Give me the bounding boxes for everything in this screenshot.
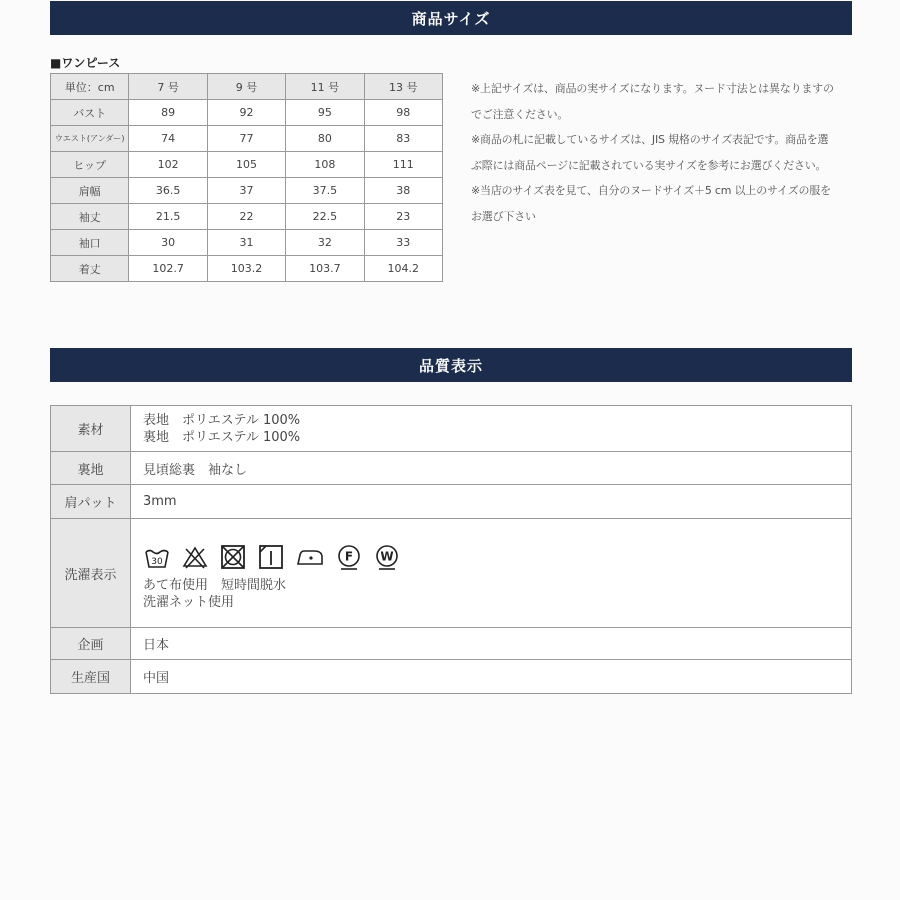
no-tumble-dry-icon — [219, 543, 247, 571]
table-cell: 95 — [286, 100, 364, 126]
note-line: ぶ際には商品ページに記載されている実サイズを参考にお選びください。 — [471, 158, 827, 172]
table-row — [51, 152, 443, 178]
header-cell-size-7: 7 号 — [129, 74, 207, 100]
size-section-banner — [50, 1, 852, 35]
header-cell-size-13: 13 号 — [364, 74, 442, 100]
table-cell: 102.7 — [129, 256, 207, 282]
table-cell: 104.2 — [364, 256, 442, 282]
dry-clean-f-icon — [335, 543, 363, 571]
material-line: 表地 ポリエステル 100% — [143, 412, 301, 428]
table-cell: 108 — [286, 152, 364, 178]
quality-table — [50, 405, 852, 694]
table-row — [51, 230, 443, 256]
wash-30-icon — [143, 543, 171, 571]
line-dry-shade-icon — [257, 543, 285, 571]
table-row — [51, 100, 443, 126]
table-cell: 37.5 — [286, 178, 364, 204]
wash-temp-label: 30 — [151, 557, 163, 567]
table-row — [51, 126, 443, 152]
quality-row-shoulder-pad — [51, 485, 852, 519]
row-label-hip: ヒップ — [51, 152, 129, 178]
planning-label: 企画 — [51, 628, 131, 660]
table-row — [51, 178, 443, 204]
table-cell: 89 — [129, 100, 207, 126]
no-bleach-icon — [181, 543, 209, 571]
origin-value: 中国 — [131, 660, 852, 694]
table-cell: 23 — [364, 204, 442, 230]
row-label-cuff: 袖口 — [51, 230, 129, 256]
note-line: お選び下さい — [471, 209, 536, 223]
washing-line: 洗濯ネット使用 — [143, 595, 235, 610]
note-line: ※上記サイズは、商品の実サイズになります。ヌード寸法とは異なりますの — [471, 82, 834, 95]
size-notes — [471, 76, 861, 229]
washing-line: あて布使用 短時間脱水 — [143, 578, 287, 593]
lining-value: 見頃総裏 袖なし — [131, 452, 852, 485]
note-line: ※当店のサイズ表を見て、自分のヌードサイズ＋5 cm 以上のサイズの服を — [471, 184, 831, 197]
quality-row-lining — [51, 452, 852, 485]
product-label: ■ワンピース — [50, 56, 121, 70]
low-iron-icon — [295, 543, 325, 571]
quality-row-material — [51, 406, 852, 452]
size-table — [50, 73, 443, 282]
row-label-sleeve-length: 袖丈 — [51, 204, 129, 230]
wet-clean-letter: W — [380, 549, 394, 564]
table-cell: 83 — [364, 126, 442, 152]
size-table-header-row — [51, 74, 443, 100]
quality-section-title: 品質表示 — [418, 356, 483, 375]
table-cell: 33 — [364, 230, 442, 256]
quality-row-origin — [51, 660, 852, 694]
table-cell: 103.7 — [286, 256, 364, 282]
shoulder-pad-value: 3mm — [131, 485, 852, 519]
table-cell: 102 — [129, 152, 207, 178]
table-cell: 30 — [129, 230, 207, 256]
row-label-shoulder: 肩幅 — [51, 178, 129, 204]
quality-section-banner — [50, 348, 852, 382]
care-icons — [143, 543, 839, 571]
row-label-bust: バスト — [51, 100, 129, 126]
planning-value: 日本 — [131, 628, 852, 660]
washing-label: 洗濯表示 — [51, 519, 131, 628]
material-value — [131, 406, 852, 452]
table-row — [51, 204, 443, 230]
size-section-title: 商品サイズ — [411, 9, 491, 28]
table-cell: 74 — [129, 126, 207, 152]
table-cell: 98 — [364, 100, 442, 126]
table-cell: 37 — [207, 178, 285, 204]
table-cell: 31 — [207, 230, 285, 256]
table-cell: 21.5 — [129, 204, 207, 230]
lining-label: 裏地 — [51, 452, 131, 485]
table-row — [51, 256, 443, 282]
table-cell: 105 — [207, 152, 285, 178]
shoulder-pad-label: 肩パット — [51, 485, 131, 519]
table-cell: 22.5 — [286, 204, 364, 230]
header-cell-size-9: 9 号 — [207, 74, 285, 100]
row-label-waist: ウエスト(アンダー) — [51, 126, 129, 152]
dry-clean-letter: F — [344, 549, 354, 564]
note-line: でご注意ください。 — [471, 107, 569, 121]
material-label: 素材 — [51, 406, 131, 452]
table-cell: 111 — [364, 152, 442, 178]
table-cell: 80 — [286, 126, 364, 152]
origin-label: 生産国 — [51, 660, 131, 694]
wet-clean-w-icon — [373, 543, 401, 571]
material-line: 裏地 ポリエステル 100% — [143, 429, 301, 445]
washing-value — [131, 519, 852, 628]
table-cell: 103.2 — [207, 256, 285, 282]
table-cell: 32 — [286, 230, 364, 256]
table-cell: 92 — [207, 100, 285, 126]
header-cell-unit: 単位：cm — [51, 74, 129, 100]
row-label-length: 着丈 — [51, 256, 129, 282]
quality-row-planning — [51, 628, 852, 660]
table-cell: 77 — [207, 126, 285, 152]
header-cell-size-11: 11 号 — [286, 74, 364, 100]
table-cell: 38 — [364, 178, 442, 204]
quality-row-washing — [51, 519, 852, 628]
table-cell: 22 — [207, 204, 285, 230]
note-line: ※商品の札に記載しているサイズは、JIS 規格のサイズ表記です。商品を選 — [471, 133, 829, 146]
table-cell: 36.5 — [129, 178, 207, 204]
